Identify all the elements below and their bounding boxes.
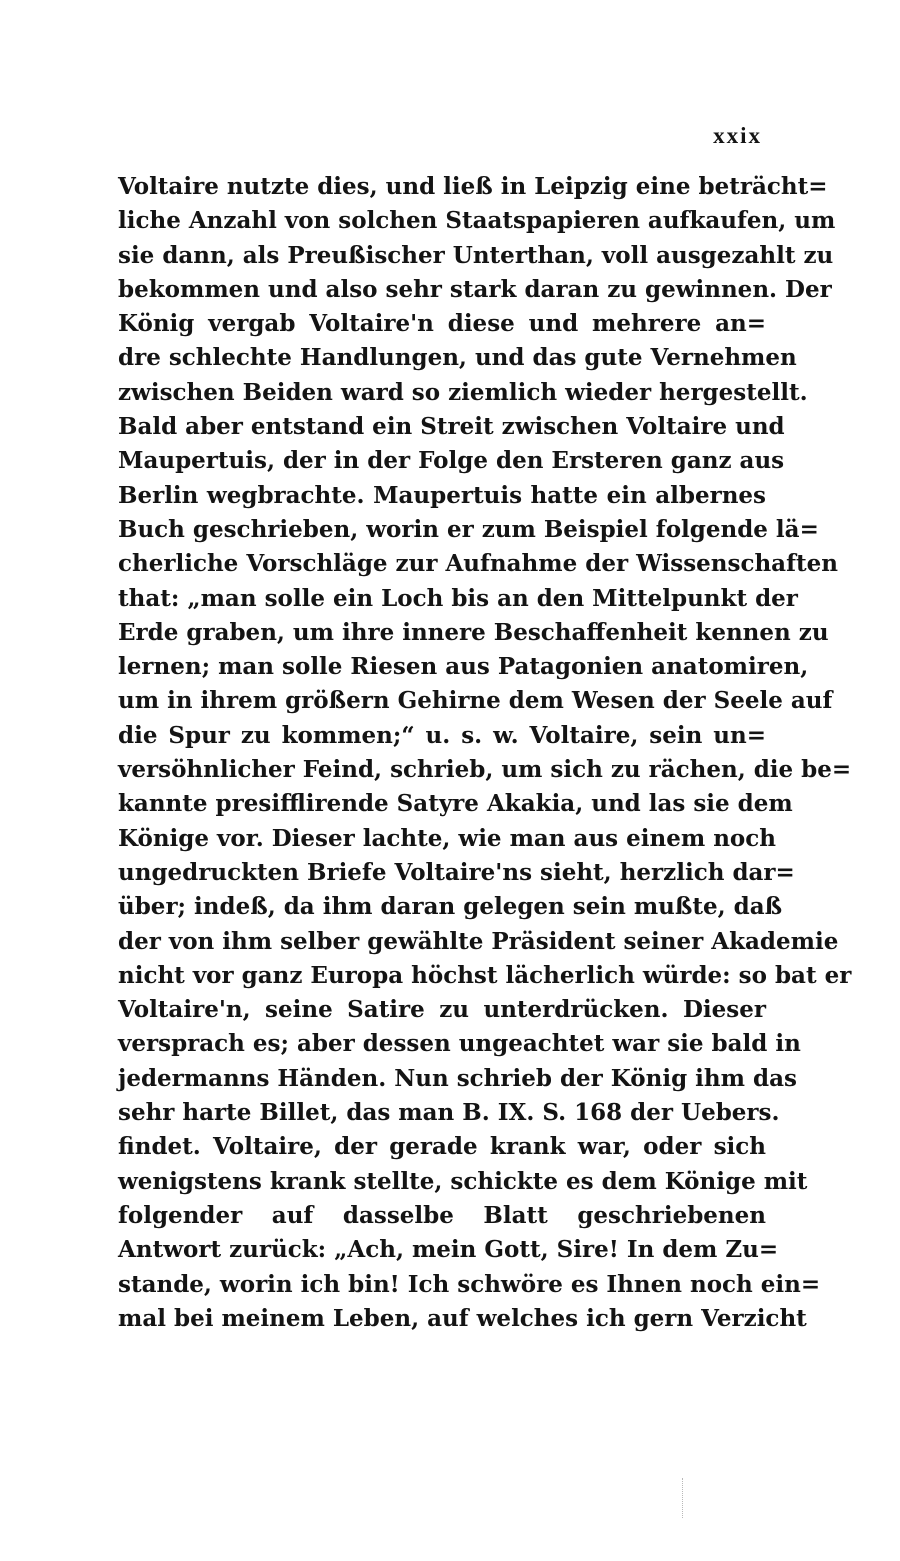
text-line: nicht vor ganz Europa höchst lächerlich würde: so bat er xyxy=(118,961,852,989)
text-line: ungedruckten Briefe Voltaire'ns sieht, herzlich dar= xyxy=(118,858,795,886)
text-line: mal bei meinem Leben, auf welches ich gern Verzicht xyxy=(118,1304,807,1332)
text-line: sehr harte Billet, das man B. IX. S. 168 der Uebers. xyxy=(118,1099,780,1127)
text-line: die Spur zu kommen;“ u. s. w. Voltaire, sein un= xyxy=(118,721,766,749)
body-text xyxy=(118,170,852,1336)
text-line: Berlin wegbrachte. Maupertuis hatte ein albernes xyxy=(118,481,766,509)
text-line: Voltaire nutzte dies, und ließ in Leipzig eine beträcht= xyxy=(118,173,828,200)
text-line: folgender auf dasselbe Blatt geschriebenen xyxy=(118,1201,766,1229)
text-line: Buch geschrieben, worin er zum Beispiel folgende lä= xyxy=(118,515,819,543)
text-line: der von ihm selber gewählte Präsident seiner Akademie xyxy=(118,927,839,955)
text-line: über; indeß, da ihm daran gelegen sein mußte, daß xyxy=(118,893,783,921)
text-line: zwischen Beiden ward so ziemlich wieder hergestellt. xyxy=(118,378,808,406)
page-number: xxix xyxy=(713,123,762,148)
text-line: versöhnlicher Feind, schrieb, um sich zu rächen, die be= xyxy=(118,756,852,784)
text-line: König vergab Voltaire'n diese und mehrere an= xyxy=(118,310,766,338)
text-line: cherliche Vorschläge zur Aufnahme der Wissenschaften xyxy=(118,550,838,578)
text-line: findet. Voltaire, der gerade krank war, oder sich xyxy=(118,1133,766,1161)
text-line: kannte presifflirende Satyre Akakia, und las sie dem xyxy=(118,790,793,818)
text-line: Könige vor. Dieser lachte, wie man aus einem noch xyxy=(118,824,776,852)
text-line: sie dann, als Preußischer Unterthan, voll ausgezahlt zu xyxy=(118,241,834,269)
text-line: bekommen und also sehr stark daran zu gewinnen. Der xyxy=(118,275,832,303)
text-line: wenigstens krank stellte, schickte es dem Könige mit xyxy=(118,1167,808,1195)
text-line: stande, worin ich bin! Ich schwöre es Ihnen noch ein= xyxy=(118,1270,821,1298)
text-line: Bald aber entstand ein Streit zwischen Voltaire und xyxy=(118,413,785,441)
text-line: Voltaire'n, seine Satire zu unterdrücken. Dieser xyxy=(118,996,766,1024)
text-line: um in ihrem größern Gehirne dem Wesen der Seele auf xyxy=(118,687,833,715)
margin-speck xyxy=(682,1478,684,1518)
text-line: that: „man solle ein Loch bis an den Mittelpunkt der xyxy=(118,584,798,612)
text-line: lernen; man solle Riesen aus Patagonien anatomiren, xyxy=(118,653,809,681)
text-line: dre schlechte Handlungen, und das gute Vernehmen xyxy=(118,344,797,372)
text-line: Maupertuis, der in der Folge den Ersteren ganz aus xyxy=(118,447,785,475)
text-line: liche Anzahl von solchen Staatspapieren aufkaufen, um xyxy=(118,207,836,235)
text-line: versprach es; aber dessen ungeachtet war sie bald in xyxy=(118,1030,801,1058)
text-line: jedermanns Händen. Nun schrieb der König ihm das xyxy=(118,1064,797,1092)
text-line: Antwort zurück: „Ach, mein Gott, Sire! In dem Zu= xyxy=(118,1236,779,1264)
text-line: Erde graben, um ihre innere Beschaffenheit kennen zu xyxy=(118,618,829,646)
